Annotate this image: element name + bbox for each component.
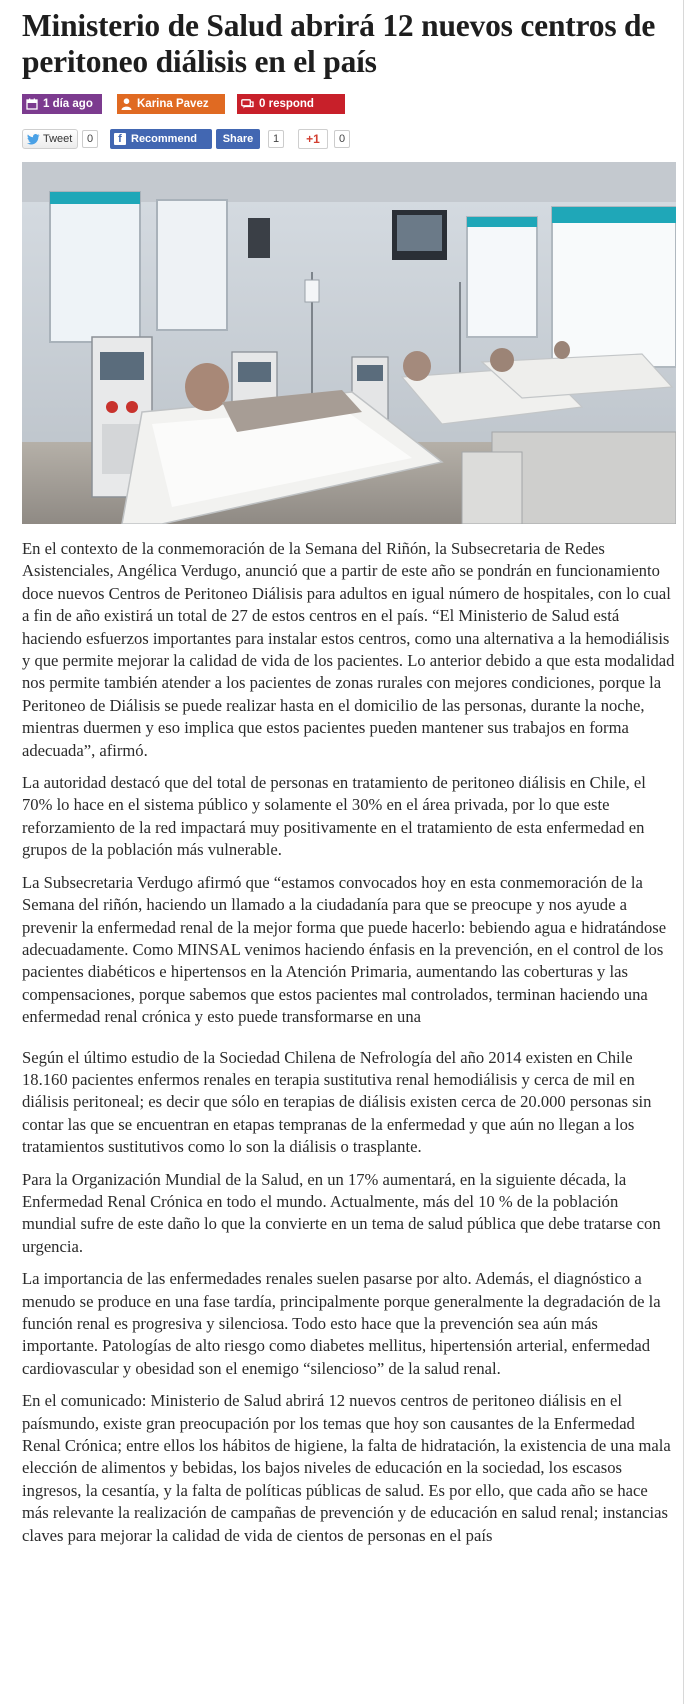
date-label: 1 día ago [43,98,93,110]
user-icon [121,98,132,110]
article-paragraph: En el contexto de la conmemoración de la Semana del Riñón, la Subsecretaria de Redes Asistenciales, Angélica Verdugo, anunció que a partir de este año se pondrán en funcionamiento doce nuevos Centros de Peritoneo Diálisis para adultos en igual número de hospitales, con lo cual a fin de año existirá un total de 27 de estos centros en el país. “El Ministerio de Salud está haciendo esfuerzos importantes para instalar estos centros, como una alternativa a la hemodiálisis y que permite mejorar la calidad de vida de los pacientes. Lo anterior debido a que esta modalidad nos permite también atender a los pacientes de zonas rurales con mejores condiciones, porque la Peritoneo de Diálisis se puede realizar hasta en el domicilio de las personas, durante la noche, mientras duermen y eso implica que estos pacientes pueden mantener sus trabajos en forma adecuada”, afirmó. [22,539,675,760]
dialysis-ward-illustration [22,162,676,524]
article-paragraph: La importancia de las enfermedades renales suelen pasarse por alto. Además, el diagnóstico a menudo se produce en una fase tardía, principalmente porque generalmente la degradación de la función renal es progresiva y silenciosa. Todo esto hace que la prevención sea aún más importante. Patologías de alto riesgo como diabetes mellitus, hipertensión arterial, enfermedad cardiovascular y obesidad son el enemigo “silencioso” de la salud renal. [22,1269,661,1378]
sidebar-edge [684,0,694,1704]
tweet-label: Tweet [43,133,73,145]
facebook-icon: f [114,133,126,145]
google-plus-button[interactable]: +1 [298,129,328,149]
google-plus-count: 0 [334,130,350,148]
article-paragraph: Según el último estudio de la Sociedad Chilena de Nefrología del año 2014 existen en Chile 18.160 pacientes enfermos renales en terapia sustitutiva renal hemodiálisis y cerca de mil en diálisis peritoneal; es decir que sólo en terapias de diálisis existen cerca de 20.000 personas sin contar las que se encuentran en etapas tempranas de la enfermedad y que aún no llegan a los tratamientos sustitutivos como lo son la diálisis o trasplante. [22,1047,652,1157]
facebook-share-count: 1 [268,130,284,148]
article-body [22,538,676,1557]
recommend-button[interactable] [110,129,212,149]
twitter-bird-icon [27,134,40,145]
tweet-count: 0 [82,130,98,148]
calendar-icon [26,98,38,110]
recommend-label: Recommend [131,133,198,145]
article-photo [22,162,676,524]
article-paragraph: La Subsecretaria Verdugo afirmó que “estamos convocados hoy en esta conmemoración de la Semana del riñón, haciendo un llamado a la ciudadanía para que se preocupe y nos ayude a prevenir la enfermedad renal de la mejor forma que puede hacerlo: bebiendo agua e hidratándose adecuadamente. Como MINSAL venimos haciendo énfasis en la prevención, en el control de los pacientes diabéticos e hipertensos en la Atención Primaria, aumentando las coberturas y las compensaciones, porque sabemos que estos pacientes mal controlados, terminan haciendo una enfermedad renal crónica y esto puede transformarse en una [22,872,667,1027]
responses-badge[interactable] [237,94,345,114]
author-badge[interactable] [117,94,225,114]
article-paragraph: Para la Organización Mundial de la Salud, en un 17% aumentará, en la siguiente década, la Enfermedad Renal Crónica en todo el mundo. Actualmente, más del 10 % de la población mundial sufre de este daño lo que la convierte en un tema de salud pública que debe tratarse con urgencia. [22,1169,661,1256]
facebook-share-button[interactable]: Share [216,129,260,149]
article-paragraph: En el comunicado: Ministerio de Salud abrirá 12 nuevos centros de peritoneo diálisis en el paísmundo, existe gran preocupación por los temas que hoy son causantes de la Enfermedad Renal Crónica; entre ellos los hábitos de higiene, la falta de hidratación, la existencia de una mala elección de alimentos y bebidas, los bajos niveles de educación en la sociedad, los escasos ingresos, la cesantía, y la falta de políticas públicas de salud. Es por ello, que cada año se hace más relevante la realización de campañas de prevención y de educación en salud renal; instancias claves para mejorar la calidad de vida de cientos de personas en el país [22,1391,671,1545]
responses-label: 0 respond [259,98,314,110]
article-title: Ministerio de Salud abrirá 12 nuevos centros de peritoneo diálisis en el país [22,8,656,79]
tweet-button[interactable] [22,129,78,149]
comment-icon [241,99,254,110]
date-badge[interactable] [22,94,102,114]
author-label: Karina Pavez [137,98,209,110]
article-paragraph: La autoridad destacó que del total de personas en tratamiento de peritoneo diálisis en Chile, el 70% lo hace en el sistema público y solamente el 30% en el área privada, por lo que este reforzamiento de la red impactará muy positivamente en el tratamiento de esta enfermedad en grupos de la población más vulnerable. [22,773,646,860]
